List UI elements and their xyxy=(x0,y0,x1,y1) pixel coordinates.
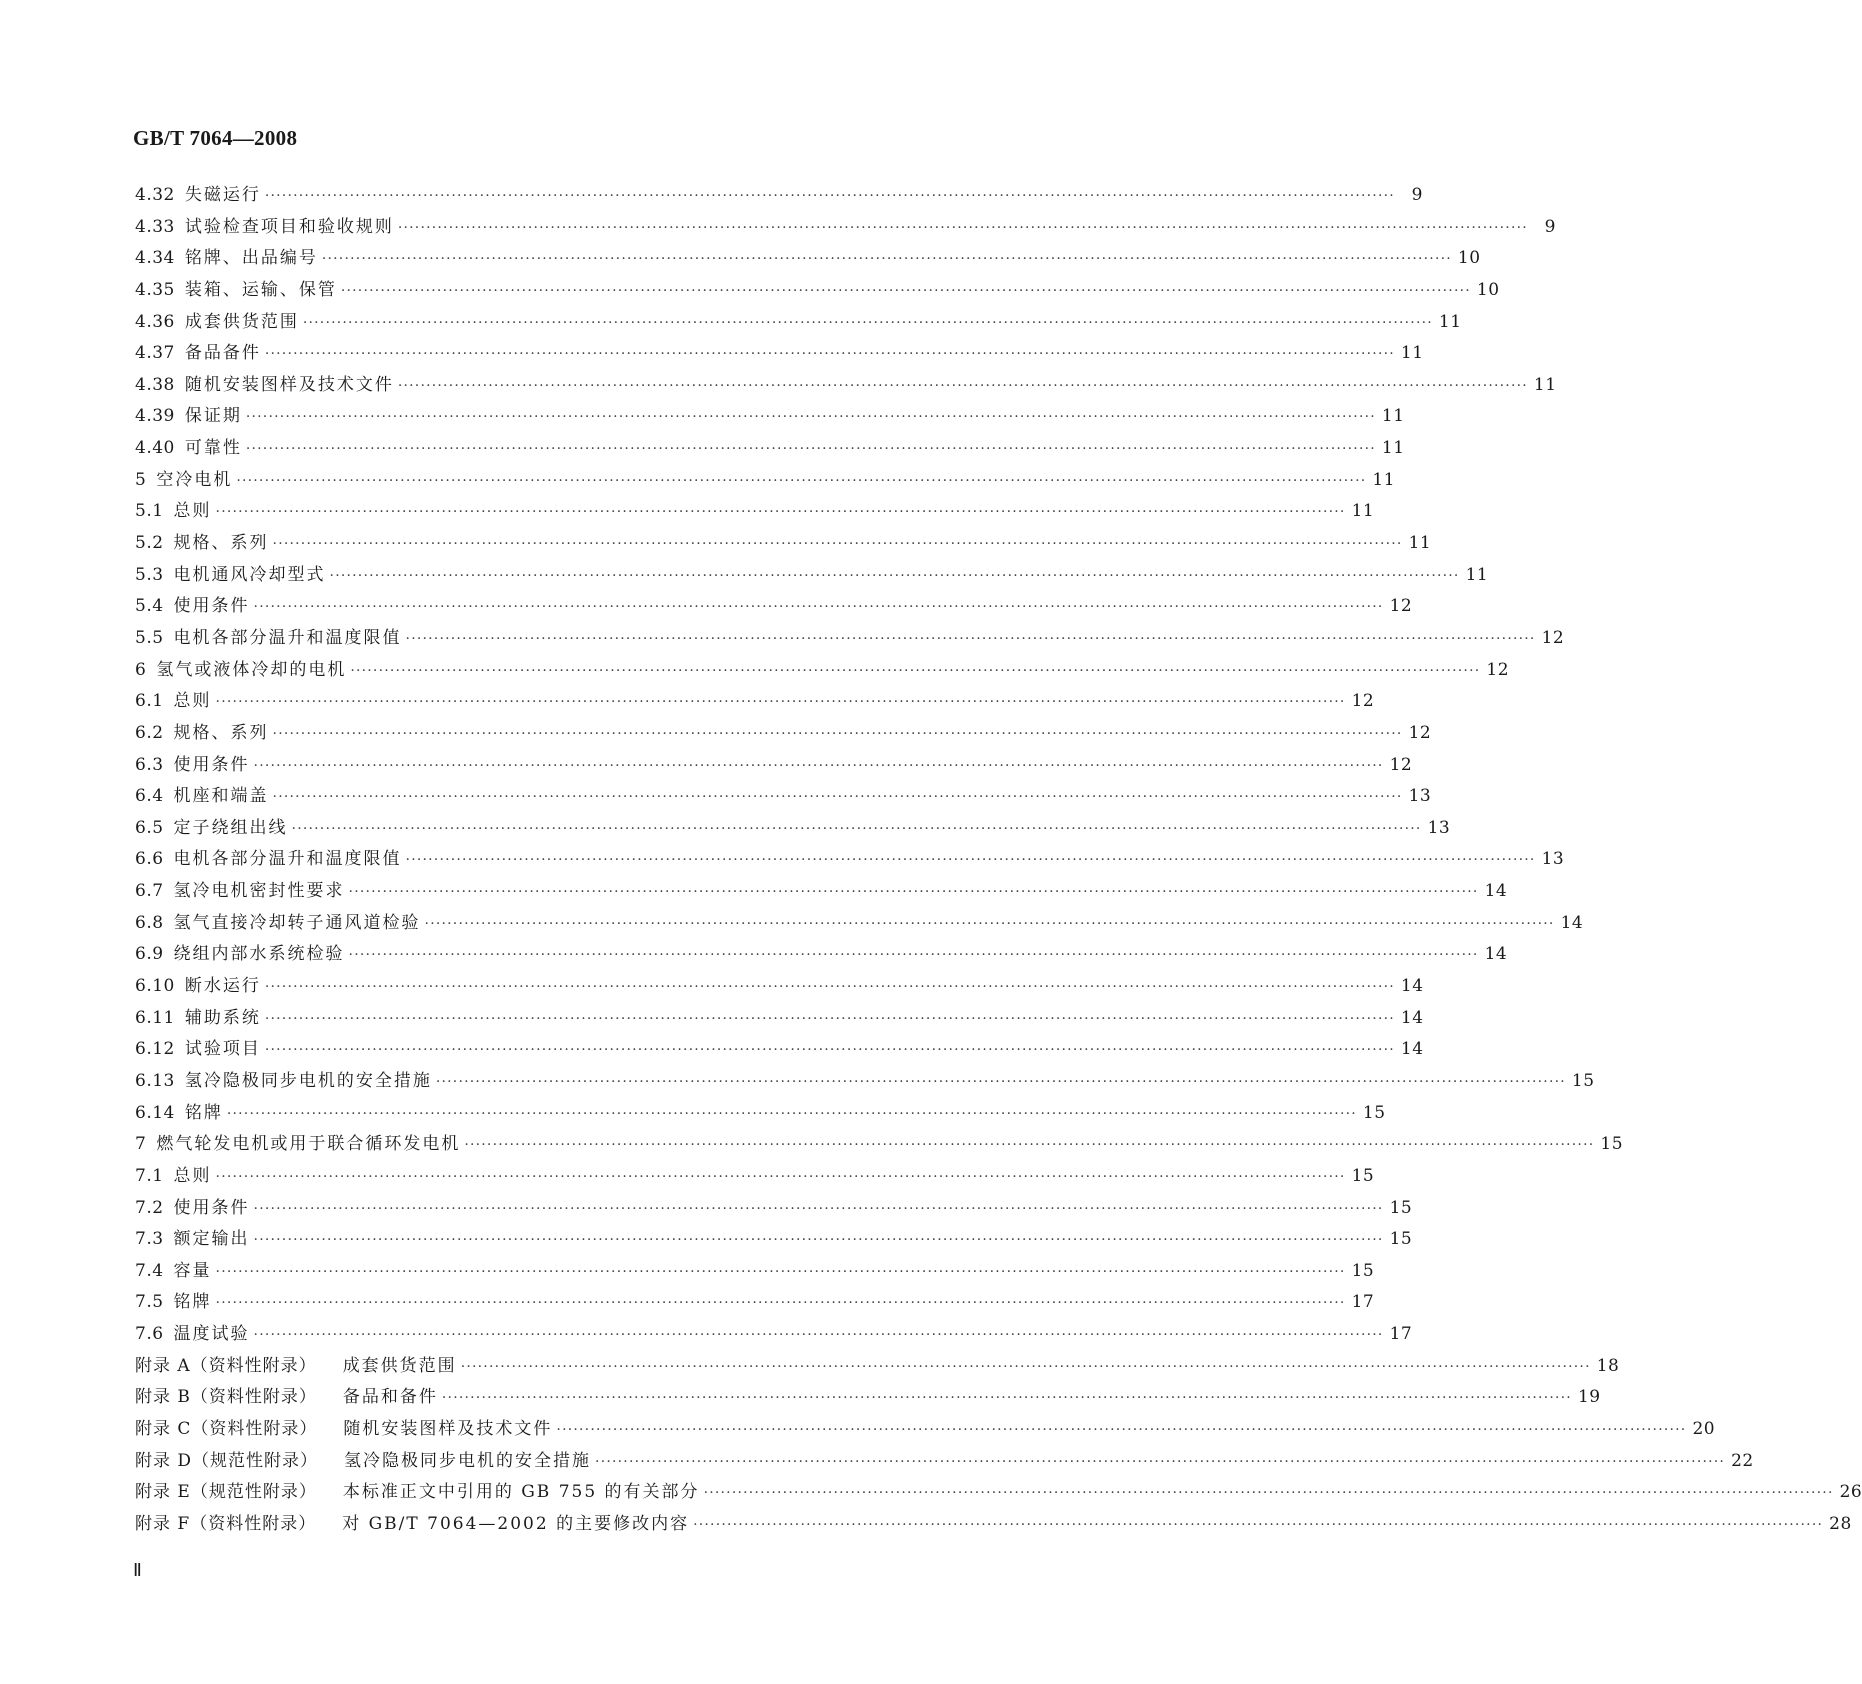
page-number: 14 xyxy=(1400,1007,1424,1028)
section-number: 7.1 xyxy=(135,1165,164,1186)
toc-entry[interactable] xyxy=(135,1129,1624,1161)
section-number: 6.6 xyxy=(135,849,164,870)
section-title: 试验项目 xyxy=(184,1039,261,1060)
table-of-contents xyxy=(135,180,1862,1541)
section-title: 铭牌、出品编号 xyxy=(184,248,318,269)
appendix-label: 附录 E（规范性附录） xyxy=(135,1482,317,1503)
section-number: 7.3 xyxy=(135,1229,164,1250)
section-title: 氢冷隐极同步电机的安全措施 xyxy=(344,1450,592,1471)
section-number: 6.4 xyxy=(135,786,164,807)
dot-leader: ········································································································································································································ xyxy=(253,599,1384,616)
section-number: 4.34 xyxy=(135,248,175,269)
section-title: 可靠性 xyxy=(184,438,242,459)
toc-entry[interactable] xyxy=(135,338,1424,370)
section-title: 随机安装图样及技术文件 xyxy=(343,1418,553,1439)
dot-leader: ········································································································································································································ xyxy=(215,1295,1346,1312)
toc-entry[interactable] xyxy=(135,1256,1375,1288)
page-number-roman: Ⅱ xyxy=(133,1560,142,1580)
page-number: 22 xyxy=(1731,1450,1754,1471)
section-title: 电机通风冷却型式 xyxy=(173,564,326,585)
section-number: 7.2 xyxy=(135,1197,164,1218)
page-number: 15 xyxy=(1362,1102,1386,1123)
toc-appendix-entry[interactable] xyxy=(135,1509,1852,1541)
page-number: 11 xyxy=(1465,564,1489,585)
dot-leader: ········································································································································································································ xyxy=(264,188,1395,204)
page-number: 28 xyxy=(1829,1513,1852,1534)
page-number: 12 xyxy=(1486,659,1510,680)
page-number: 18 xyxy=(1596,1355,1620,1376)
appendix-label: 附录 F（资料性附录） xyxy=(135,1513,317,1534)
page-number: 10 xyxy=(1476,279,1500,300)
section-number: 6.8 xyxy=(135,912,164,933)
page-number: 12 xyxy=(1408,722,1432,743)
section-number: 5.5 xyxy=(135,627,164,648)
page-number: 12 xyxy=(1541,627,1565,648)
page-number: 10 xyxy=(1457,248,1481,269)
toc-entry[interactable] xyxy=(135,939,1508,971)
toc-entry[interactable] xyxy=(135,623,1565,655)
section-title: 总则 xyxy=(173,501,212,522)
dot-leader: ········································································································································································································ xyxy=(264,346,1395,363)
dot-leader: ········································································································································································································ xyxy=(703,1485,1834,1502)
page-number: 9 xyxy=(1411,185,1423,205)
toc-entry[interactable] xyxy=(135,844,1565,876)
section-title: 铭牌 xyxy=(184,1102,223,1123)
section-number: 6.5 xyxy=(135,817,164,838)
section-title: 失磁运行 xyxy=(184,185,261,205)
toc-entry[interactable] xyxy=(135,465,1396,497)
toc-entry[interactable] xyxy=(135,180,1423,212)
section-number: 7 xyxy=(135,1134,147,1155)
section-title: 辅助系统 xyxy=(184,1007,261,1028)
section-title: 总则 xyxy=(173,691,212,712)
dot-leader: ········································································································································································································ xyxy=(236,472,1367,489)
section-number: 5.1 xyxy=(135,501,164,522)
section-title: 容量 xyxy=(173,1260,212,1281)
toc-entry[interactable] xyxy=(135,433,1405,465)
section-title: 使用条件 xyxy=(173,754,250,775)
page-number: 15 xyxy=(1571,1070,1595,1091)
dot-leader: ········································································································································································································ xyxy=(264,979,1395,996)
section-number: 6.11 xyxy=(135,1007,175,1028)
section-number: 5 xyxy=(135,469,147,490)
page-number: 26 xyxy=(1839,1482,1862,1503)
section-number: 6.3 xyxy=(135,754,164,775)
dot-leader: ········································································································································································································ xyxy=(253,1327,1384,1344)
section-number: 6.13 xyxy=(135,1070,175,1091)
page-number: 14 xyxy=(1400,1039,1424,1060)
section-title: 氢冷电机密封性要求 xyxy=(173,881,345,902)
page-number: 12 xyxy=(1351,691,1375,712)
standard-code-header: GB/T 7064—2008 xyxy=(133,126,298,150)
page-number: 11 xyxy=(1381,406,1405,427)
dot-leader: ········································································································································································································ xyxy=(253,757,1384,774)
appendix-label: 附录 B（资料性附录） xyxy=(135,1387,317,1408)
toc-entry[interactable] xyxy=(135,1003,1424,1035)
page-number: 14 xyxy=(1484,944,1508,965)
toc-entry[interactable] xyxy=(135,528,1432,560)
toc-appendix-entry[interactable] xyxy=(135,1477,1862,1509)
section-title: 铭牌 xyxy=(173,1292,212,1313)
toc-entry[interactable] xyxy=(135,1161,1375,1193)
toc-entry[interactable] xyxy=(135,212,1556,244)
dot-leader: ········································································································································································································ xyxy=(464,1137,1595,1154)
section-title: 规格、系列 xyxy=(173,533,269,554)
section-title: 试验检查项目和验收规则 xyxy=(184,216,394,237)
toc-entry[interactable] xyxy=(135,243,1481,275)
page-number: 12 xyxy=(1389,596,1413,617)
dot-leader: ········································································································································································································ xyxy=(272,536,1403,553)
dot-leader: ········································································································································································································ xyxy=(340,282,1471,299)
page-number: 15 xyxy=(1389,1229,1413,1250)
page-number: 19 xyxy=(1577,1387,1601,1408)
dot-leader: ········································································································································································································ xyxy=(215,694,1346,711)
page-number: 13 xyxy=(1427,817,1451,838)
toc-appendix-entry[interactable] xyxy=(135,1382,1601,1414)
section-title: 氢气或液体冷却的电机 xyxy=(156,659,347,680)
section-number: 6.14 xyxy=(135,1102,175,1123)
page-number: 15 xyxy=(1389,1197,1413,1218)
dot-leader: ········································································································································································································ xyxy=(272,725,1403,742)
section-number: 5.4 xyxy=(135,596,164,617)
dot-leader: ········································································································································································································ xyxy=(460,1358,1591,1375)
section-number: 7.4 xyxy=(135,1260,164,1281)
section-number: 6.1 xyxy=(135,691,164,712)
dot-leader: ········································································································································································································ xyxy=(215,1263,1346,1280)
dot-leader: ········································································································································································································ xyxy=(272,789,1403,806)
dot-leader: ········································································································································································································ xyxy=(350,662,1481,679)
toc-entry[interactable] xyxy=(135,813,1451,845)
section-number: 6.2 xyxy=(135,722,164,743)
toc-entry[interactable] xyxy=(135,307,1462,339)
section-number: 6 xyxy=(135,659,147,680)
dot-leader: ········································································································································································································ xyxy=(405,630,1536,647)
section-title: 电机各部分温升和温度限值 xyxy=(173,849,402,870)
dot-leader: ········································································································································································································ xyxy=(441,1390,1572,1407)
toc-entry[interactable] xyxy=(135,971,1424,1003)
page-number: 11 xyxy=(1408,533,1432,554)
section-title: 空冷电机 xyxy=(156,469,233,490)
dot-leader: ········································································································································································································ xyxy=(693,1516,1824,1533)
page-number: 11 xyxy=(1438,311,1462,332)
page-number: 14 xyxy=(1560,912,1584,933)
section-title: 使用条件 xyxy=(173,1197,250,1218)
section-number: 4.37 xyxy=(135,343,175,364)
section-number: 4.36 xyxy=(135,311,175,332)
section-title: 随机安装图样及技术文件 xyxy=(184,374,394,395)
section-title: 装箱、运输、保管 xyxy=(184,279,337,300)
appendix-label: 附录 C（资料性附录） xyxy=(135,1418,318,1439)
dot-leader: ········································································································································································································ xyxy=(291,820,1422,837)
section-number: 6.12 xyxy=(135,1039,175,1060)
dot-leader: ········································································································································································································ xyxy=(253,1232,1384,1249)
dot-leader: ········································································································································································································ xyxy=(215,1168,1346,1185)
dot-leader: ········································································································································································································ xyxy=(264,1010,1395,1027)
toc-entry[interactable] xyxy=(135,781,1432,813)
page-number: 14 xyxy=(1484,881,1508,902)
page-number: 11 xyxy=(1372,469,1396,490)
page-number: 11 xyxy=(1533,374,1557,395)
section-number: 4.35 xyxy=(135,279,175,300)
section-title: 备品备件 xyxy=(184,343,261,364)
section-number: 4.38 xyxy=(135,374,175,395)
page-number: 11 xyxy=(1400,343,1424,364)
dot-leader: ········································································································································································································ xyxy=(435,1073,1566,1090)
toc-appendix-entry[interactable] xyxy=(135,1446,1754,1478)
section-number: 5.3 xyxy=(135,564,164,585)
toc-entry[interactable] xyxy=(135,1098,1386,1130)
dot-leader: ········································································································································································································ xyxy=(424,915,1555,932)
toc-entry[interactable] xyxy=(135,401,1405,433)
dot-leader: ········································································································································································································ xyxy=(329,567,1460,584)
page-number: 11 xyxy=(1381,438,1405,459)
section-title: 成套供货范围 xyxy=(342,1355,457,1376)
section-title: 燃气轮发电机或用于联合循环发电机 xyxy=(156,1134,461,1155)
page-number: 20 xyxy=(1692,1418,1716,1439)
dot-leader: ········································································································································································································ xyxy=(348,884,1479,901)
page-number: 15 xyxy=(1351,1165,1375,1186)
section-number: 6.10 xyxy=(135,976,175,997)
dot-leader: ········································································································································································································ xyxy=(405,852,1536,869)
toc-entry[interactable] xyxy=(135,686,1375,718)
section-title: 温度试验 xyxy=(173,1324,250,1345)
toc-entry[interactable] xyxy=(135,496,1375,528)
page-number: 17 xyxy=(1351,1292,1375,1313)
section-title: 氢气直接冷却转子通风道检验 xyxy=(173,912,421,933)
page-number: 13 xyxy=(1408,786,1432,807)
page-number: 9 xyxy=(1544,216,1556,237)
dot-leader: ········································································································································································································ xyxy=(215,504,1346,521)
toc-entry[interactable] xyxy=(135,1066,1595,1098)
toc-entry[interactable] xyxy=(135,560,1489,592)
dot-leader: ········································································································································································································ xyxy=(302,314,1433,331)
dot-leader: ········································································································································································································ xyxy=(348,947,1479,964)
section-title: 断水运行 xyxy=(184,976,261,997)
section-title: 本标准正文中引用的 GB 755 的有关部分 xyxy=(342,1482,700,1503)
toc-entry[interactable] xyxy=(135,908,1584,940)
dot-leader: ········································································································································································································ xyxy=(226,1105,1357,1122)
dot-leader: ········································································································································································································ xyxy=(245,441,1376,458)
toc-entry[interactable] xyxy=(135,718,1432,750)
section-number: 4.40 xyxy=(135,438,175,459)
section-number: 7.6 xyxy=(135,1324,164,1345)
page-number: 17 xyxy=(1389,1324,1413,1345)
section-number: 7.5 xyxy=(135,1292,164,1313)
toc-entry[interactable] xyxy=(135,1319,1413,1351)
toc-entry[interactable] xyxy=(135,275,1500,307)
section-title: 机座和端盖 xyxy=(173,786,269,807)
toc-entry[interactable] xyxy=(135,1193,1413,1225)
section-title: 电机各部分温升和温度限值 xyxy=(173,627,402,648)
section-number: 6.7 xyxy=(135,881,164,902)
section-number: 6.9 xyxy=(135,944,164,965)
appendix-label: 附录 A（资料性附录） xyxy=(135,1355,317,1376)
toc-entry[interactable] xyxy=(135,655,1510,687)
dot-leader: ········································································································································································································ xyxy=(595,1453,1726,1470)
page-number: 15 xyxy=(1600,1134,1624,1155)
section-number: 5.2 xyxy=(135,533,164,554)
page-number: 14 xyxy=(1400,976,1424,997)
section-title: 绕组内部水系统检验 xyxy=(173,944,345,965)
toc-entry[interactable] xyxy=(135,591,1413,623)
dot-leader: ········································································································································································································ xyxy=(253,1200,1384,1217)
section-title: 备品和备件 xyxy=(342,1387,438,1408)
toc-appendix-entry[interactable] xyxy=(135,1414,1716,1446)
page-number: 13 xyxy=(1541,849,1565,870)
section-number: 4.32 xyxy=(135,185,175,205)
dot-leader: ········································································································································································································ xyxy=(245,409,1376,426)
toc-entry[interactable] xyxy=(135,370,1557,402)
section-title: 额定输出 xyxy=(173,1229,250,1250)
toc-entry[interactable] xyxy=(135,1287,1375,1319)
section-title: 总则 xyxy=(173,1165,212,1186)
section-title: 定子绕组出线 xyxy=(173,817,288,838)
section-title: 规格、系列 xyxy=(173,722,269,743)
page-number: 12 xyxy=(1389,754,1413,775)
section-number: 4.33 xyxy=(135,216,175,237)
section-number: 4.39 xyxy=(135,406,175,427)
section-title: 对 GB/T 7064—2002 的主要修改内容 xyxy=(342,1513,690,1534)
section-title: 使用条件 xyxy=(173,596,250,617)
toc-entry[interactable] xyxy=(135,1034,1424,1066)
dot-leader: ········································································································································································································ xyxy=(397,219,1528,236)
dot-leader: ········································································································································································································ xyxy=(321,251,1452,268)
page-number: 11 xyxy=(1351,501,1375,522)
toc-appendix-entry[interactable] xyxy=(135,1351,1620,1383)
dot-leader: ········································································································································································································ xyxy=(264,1042,1395,1059)
section-title: 成套供货范围 xyxy=(184,311,299,332)
toc-entry[interactable] xyxy=(135,876,1508,908)
section-title: 保证期 xyxy=(184,406,242,427)
page-number: 15 xyxy=(1351,1260,1375,1281)
toc-entry[interactable] xyxy=(135,1224,1413,1256)
dot-leader: ········································································································································································································ xyxy=(397,377,1528,394)
dot-leader: ········································································································································································································ xyxy=(556,1421,1687,1438)
appendix-label: 附录 D（规范性附录） xyxy=(135,1450,319,1471)
toc-entry[interactable] xyxy=(135,750,1413,782)
section-title: 氢冷隐极同步电机的安全措施 xyxy=(184,1070,432,1091)
